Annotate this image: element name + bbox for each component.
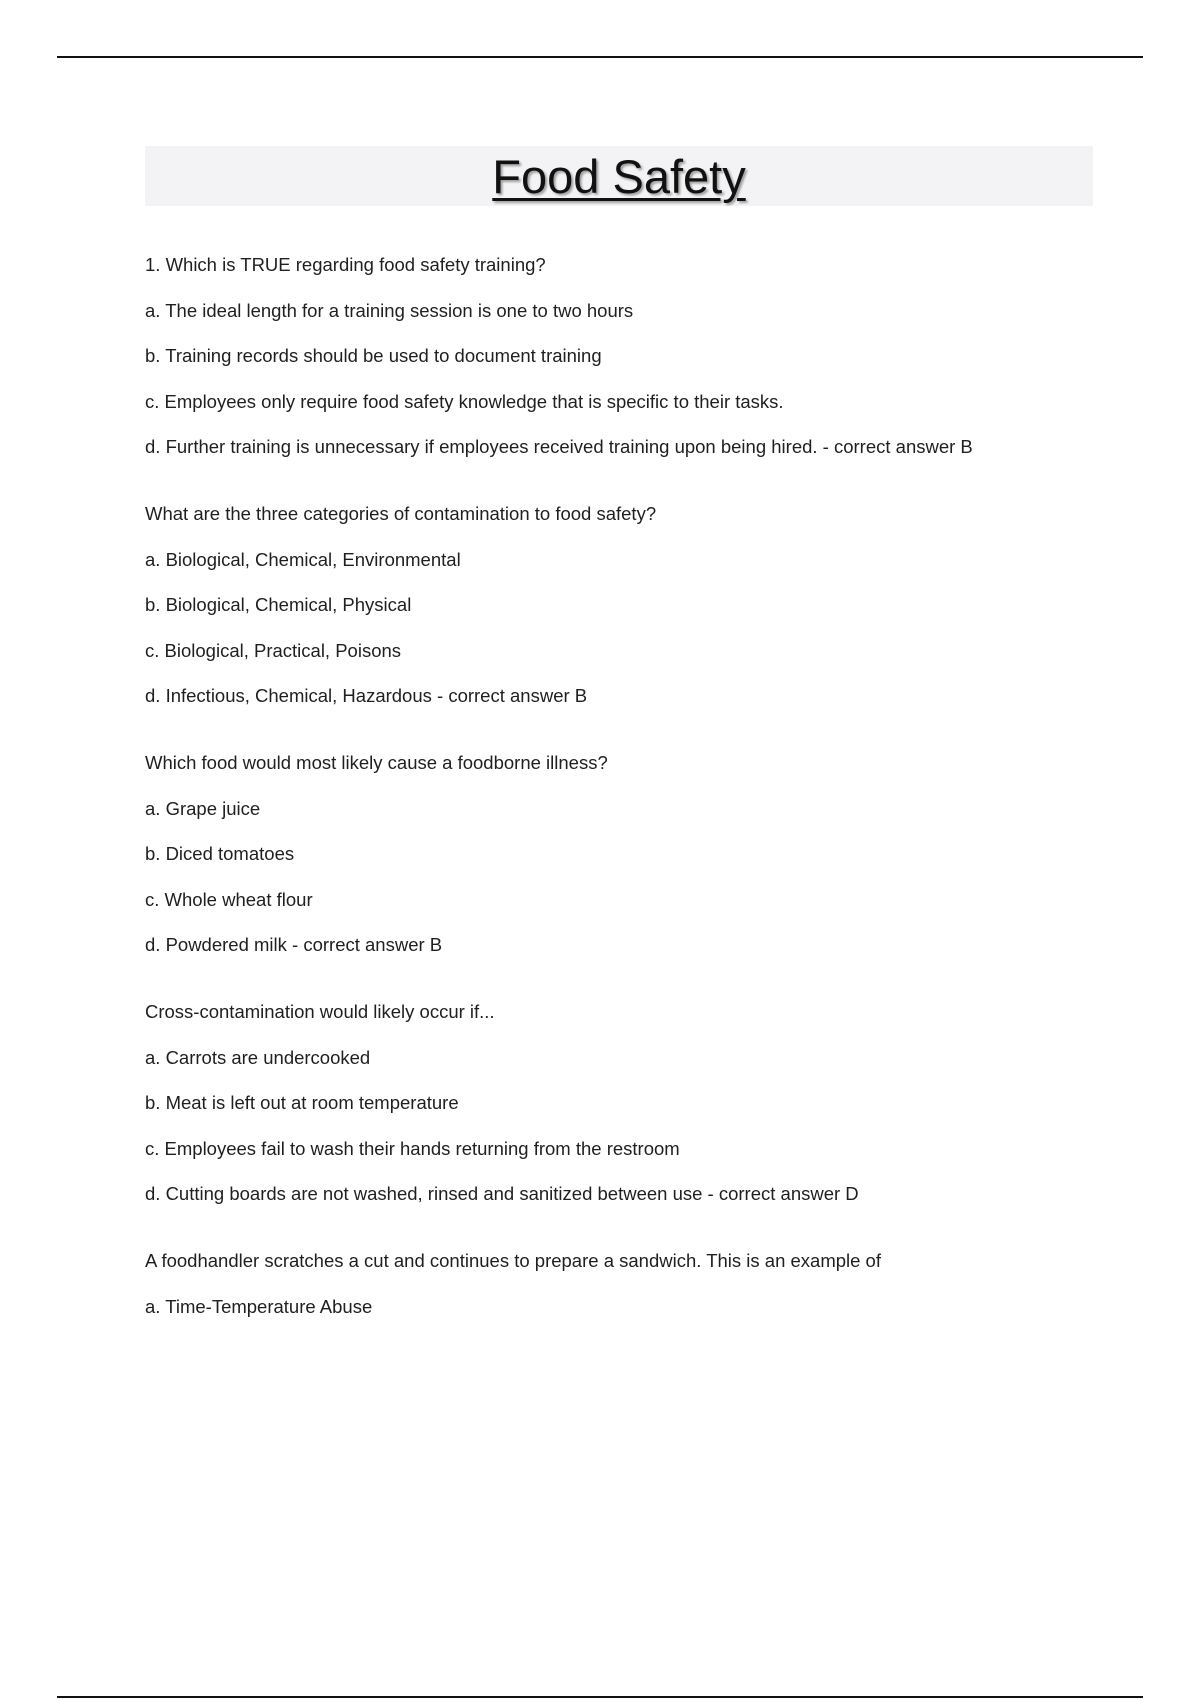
answer-option: a. Carrots are undercooked [145,1046,371,1068]
answer-option: d. Further training is unnecessary if employees received training upon being hired. - correct answer B [145,436,973,457]
top-rule [57,56,1143,58]
question-block [145,1001,1105,1205]
question-prompt: What are the three categories of contamination to food safety? [145,503,657,524]
question-block [145,503,1105,707]
answer-option: b. Biological, Chemical, Physical [145,594,412,615]
title-band [145,146,1093,206]
answer-option: a. Grape juice [145,797,261,819]
question-block [145,254,1105,458]
answer-option: b. Meat is left out at room temperature [145,1092,459,1113]
answer-option: d. Cutting boards are not washed, rinsed and sanitized between use - correct answer D [145,1183,859,1204]
bottom-rule [57,1696,1143,1698]
answer-option: d. Infectious, Chemical, Hazardous - correct answer B [145,685,588,706]
answer-option: c. Employees only require food safety knowledge that is specific to their tasks. [145,390,784,412]
answer-option: c. Employees fail to wash their hands returning from the restroom [145,1137,680,1159]
question-block [145,752,1105,956]
question-prompt: Which food would most likely cause a foodborne illness? [145,752,608,773]
page-title: Food Safety [492,149,746,203]
question-block [145,1250,1105,1318]
answer-option: b. Training records should be used to document training [145,345,602,366]
answer-option: d. Powdered milk - correct answer B [145,934,443,955]
answer-option: a. The ideal length for a training session is one to two hours [145,299,634,321]
answer-option: a. Biological, Chemical, Environmental [145,548,461,570]
question-list [145,254,1105,1318]
answer-option: b. Diced tomatoes [145,843,295,864]
answer-option: c. Biological, Practical, Poisons [145,639,402,661]
answer-option: a. Time-Temperature Abuse [145,1295,373,1317]
question-prompt: 1. Which is TRUE regarding food safety training? [145,254,546,275]
question-prompt: A foodhandler scratches a cut and continues to prepare a sandwich. This is an example of [145,1250,881,1271]
answer-option: c. Whole wheat flour [145,888,313,910]
question-prompt: Cross-contamination would likely occur if... [145,1001,495,1022]
